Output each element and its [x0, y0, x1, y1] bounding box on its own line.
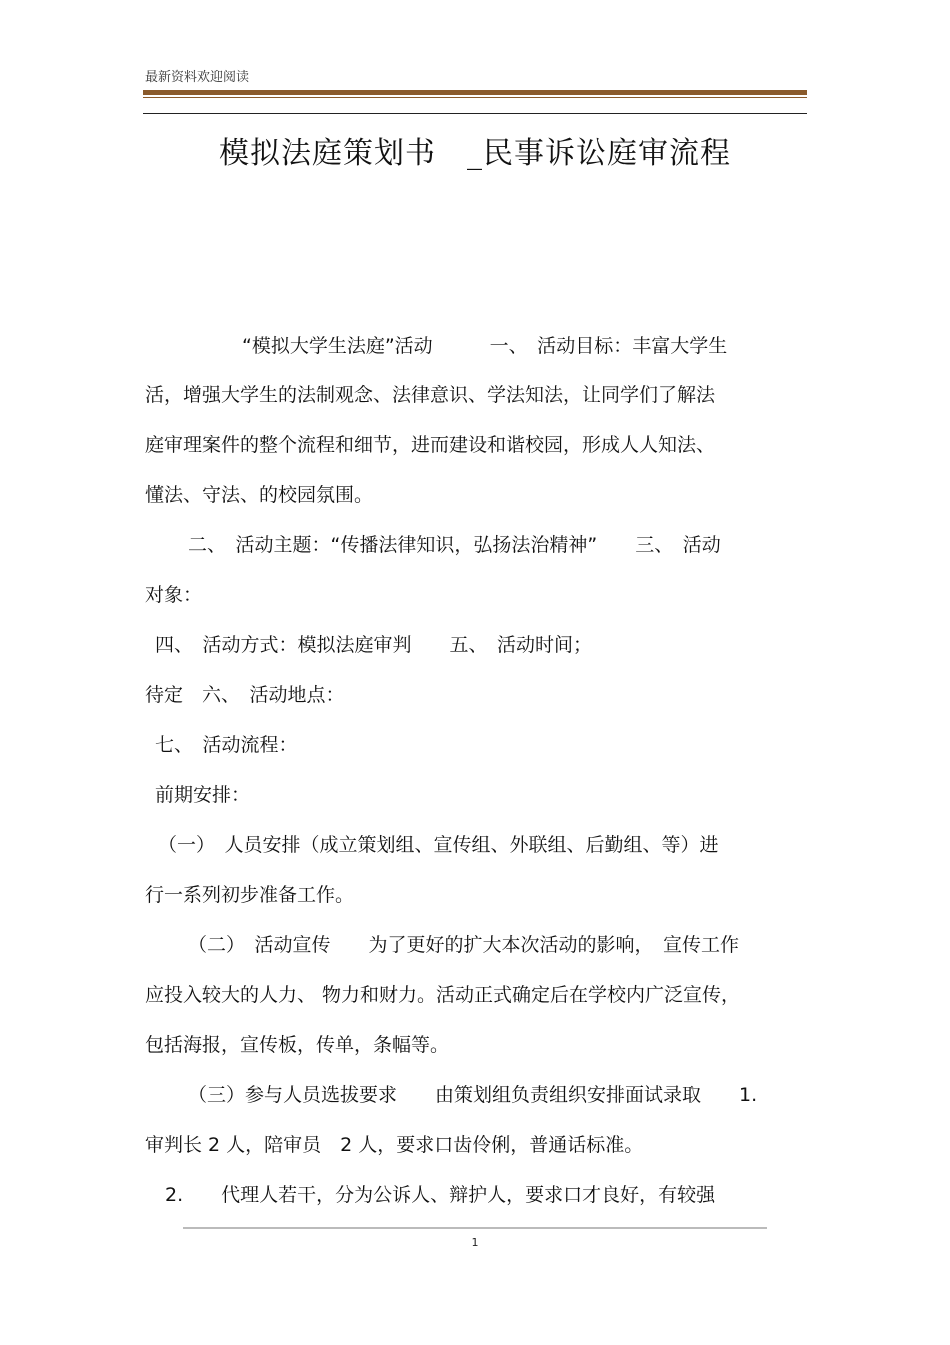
body-line: “模拟大学生法庭”活动 一、 活动目标：丰富大学生	[242, 335, 728, 357]
body-line: 行一系列初步准备工作。	[145, 884, 355, 906]
body-line: 包括海报，宣传板，传单，条幅等。	[145, 1034, 450, 1056]
body-line: （二） 活动宣传 为了更好的扩大本次活动的影响， 宣传工作	[188, 934, 740, 956]
body-line: 2. 代理人若干，分为公诉人、辩护人，要求口才良好，有较强	[165, 1184, 716, 1206]
header-text: 最新资料欢迎阅读	[145, 70, 250, 85]
body-line: 应投入较大的人力、 物力和财力。活动正式确定后在学校内广泛宣传，	[145, 984, 741, 1006]
body-line: 活，增强大学生的法制观念、法律意识、学法知法，让同学们了解法	[145, 384, 716, 406]
header-rule-thin	[143, 97, 807, 98]
page-number: 1	[471, 1236, 479, 1249]
document-title: 模拟法庭策划书 _民事诉讼庭审流程	[219, 136, 731, 171]
body-line: 对象：	[145, 584, 203, 606]
body-line: 待定 六、 活动地点：	[145, 684, 345, 706]
body-line: 七、 活动流程：	[155, 734, 298, 756]
body-line: （一） 人员安排（成立策划组、宣传组、外联组、后勤组、等）进	[158, 834, 719, 856]
body-line: 懂法、守法、的校园氛围。	[145, 484, 374, 506]
header-rule-thick	[143, 90, 807, 95]
body-line: 审判长 2 人，陪审员 2 人，要求口齿伶俐，普通话标准。	[145, 1134, 644, 1156]
body-line: 庭审理案件的整个流程和细节，进而建设和谐校园，形成人人知法、	[145, 434, 716, 456]
footer-rule	[183, 1227, 767, 1229]
body-line: 前期安排：	[155, 784, 251, 806]
body-line: （三）参与人员选拔要求 由策划组负责组织安排面试录取 1.	[188, 1084, 758, 1106]
header-rule-dark	[143, 113, 807, 114]
body-line: 四、 活动方式：模拟法庭审判 五、 活动时间；	[155, 634, 593, 656]
body-line: 二、 活动主题：“传播法律知识，弘扬法治精神” 三、 活动	[188, 534, 721, 556]
